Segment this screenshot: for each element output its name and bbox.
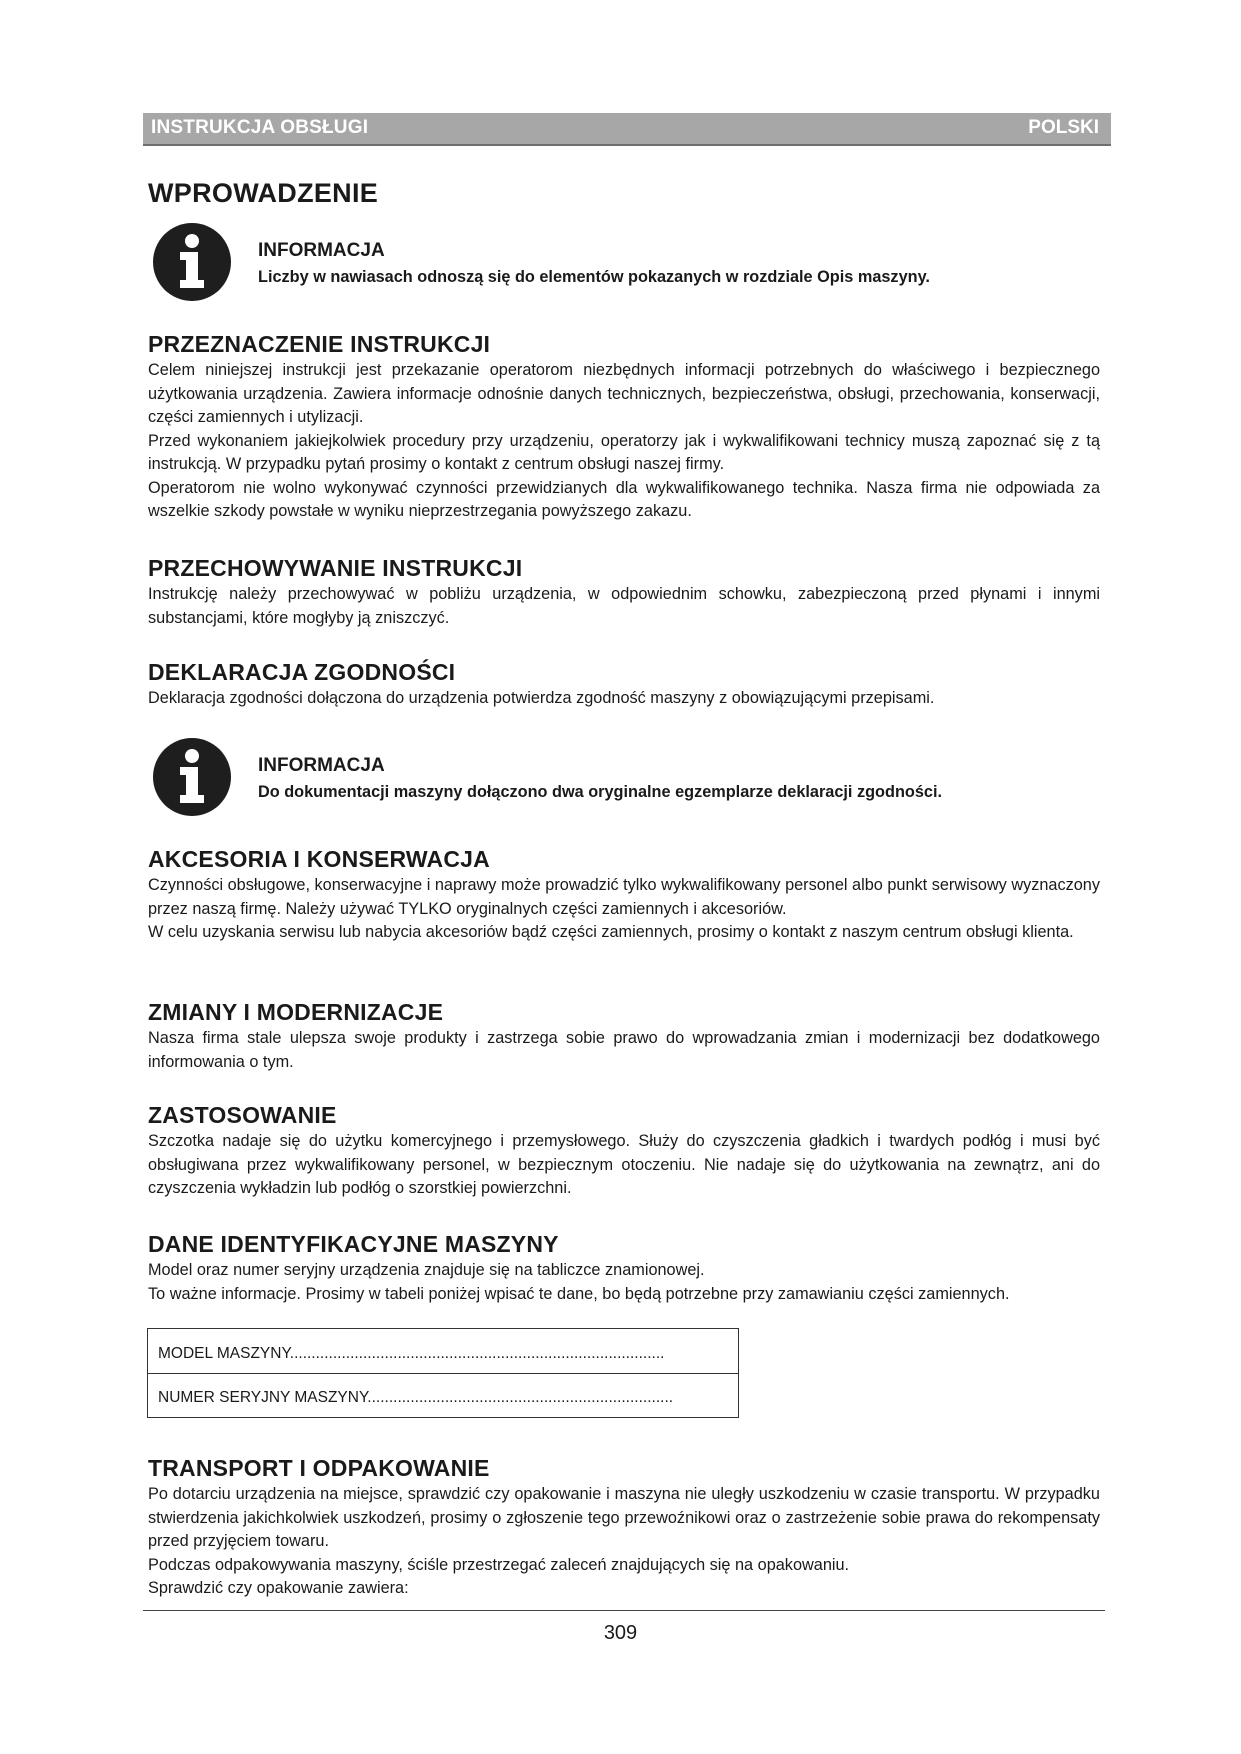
section-transport bbox=[148, 1455, 1100, 1601]
paragraph: Sprawdzić czy opakowanie zawiera: bbox=[148, 1579, 409, 1597]
page-header bbox=[143, 113, 1111, 146]
paragraph: Przed wykonaniem jakiejkolwiek procedury przy urządzeniu, operatorzy jak i wykwalifikowani technicy muszą zapoznać się z tą instrukcją. W przypadku pytań prosimy o kontakt z centrum obsługi naszej firmy. bbox=[148, 431, 1100, 473]
info-icon bbox=[152, 737, 232, 817]
paragraph: W celu uzyskania serwisu lub nabycia akcesoriów bądź części zamiennych, prosimy o kontakt z naszym centrum obsługi klienta. bbox=[148, 923, 1074, 941]
section-identification bbox=[148, 1231, 1100, 1306]
page-number: 309 bbox=[603, 1622, 638, 1644]
section-title: ZASTOSOWANIE bbox=[148, 1102, 337, 1128]
section-usage bbox=[148, 1102, 1100, 1201]
intro-title: WPROWADZENIE bbox=[148, 178, 379, 208]
info-title: INFORMACJA bbox=[258, 755, 385, 776]
info-box-numbers bbox=[152, 222, 1102, 306]
section-storage bbox=[148, 555, 1100, 630]
footer-divider bbox=[143, 1610, 1105, 1611]
section-title: ZMIANY I MODERNIZACJE bbox=[148, 999, 444, 1025]
serial-number-field[interactable]: NUMER SERYJNY MASZYNY....................................................................... bbox=[158, 1389, 674, 1406]
paragraph: Instrukcję należy przechowywać w pobliżu urządzenia, w odpowiednim schowku, zabezpieczoną przed płynami i innymi substancjami, które mogłyby ją zniszczyć. bbox=[148, 585, 1100, 627]
section-title: DEKLARACJA ZGODNOŚCI bbox=[148, 659, 456, 685]
section-changes bbox=[148, 999, 1100, 1074]
model-field[interactable]: MODEL MASZYNY....................................................................................... bbox=[158, 1345, 665, 1362]
section-title: TRANSPORT I ODPAKOWANIE bbox=[148, 1455, 490, 1481]
info-text: Do dokumentacji maszyny dołączono dwa oryginalne egzemplarze deklaracji zgodności. bbox=[258, 783, 942, 801]
paragraph: Celem niniejszej instrukcji jest przekazanie operatorom niezbędnych informacji potrzebnych do właściwego i bezpiecznego użytkowania urządzenia. Zawiera informacje odnośnie danych technicznych, bezpieczeństwa, obsługi, przechowania, konserwacji, części zamiennych i utylizacji. bbox=[148, 361, 1100, 426]
paragraph: Po dotarciu urządzenia na miejsce, sprawdzić czy opakowanie i maszyna nie uległy uszkodzeniu w czasie transportu. W przypadku stwierdzenia jakichkolwiek uszkodzeń, prosimy o zgłoszenie tego przewoźnikowi oraz o zastrzeżenie sobie prawa do rekompensaty przed przyjęciem towaru. bbox=[148, 1485, 1100, 1550]
header-language: POLSKI bbox=[1028, 117, 1099, 138]
info-icon bbox=[152, 222, 232, 302]
section-purpose bbox=[148, 331, 1100, 524]
section-accessories bbox=[148, 846, 1100, 945]
header-title: INSTRUKCJA OBSŁUGI bbox=[151, 117, 369, 138]
section-title: DANE IDENTYFIKACYJNE MASZYNY bbox=[148, 1231, 559, 1257]
table-divider bbox=[148, 1373, 738, 1374]
info-box-declaration bbox=[152, 737, 1102, 821]
section-declaration bbox=[148, 659, 1100, 711]
info-text: Liczby w nawiasach odnoszą się do elementów pokazanych w rozdziale Opis maszyny. bbox=[258, 268, 930, 286]
paragraph: Operatorom nie wolno wykonywać czynności przewidzianych dla wykwalifikowanego technika. Nasza firma nie odpowiada za wszelkie szkody powstałe w wyniku nieprzestrzegania powyższego zakazu. bbox=[148, 478, 1100, 520]
paragraph: Czynności obsługowe, konserwacyjne i naprawy może prowadzić tylko wykwalifikowany personel albo punkt serwisowy wyznaczony przez naszą firmę. Należy używać TYLKO oryginalnych części zamiennych i akcesoriów. bbox=[148, 876, 1100, 918]
section-title: PRZECHOWYWANIE INSTRUKCJI bbox=[148, 555, 523, 581]
paragraph: Szczotka nadaje się do użytku komercyjnego i przemysłowego. Służy do czyszczenia gładkich i twardych podłóg i musi być obsługiwana przez wykwalifikowany personel, w bezpiecznym otoczeniu. Nie nadaje się do użytkowania na zewnątrz, ani do czyszczenia wykładzin lub podłóg o szorstkiej powierzchni. bbox=[148, 1132, 1100, 1197]
paragraph: Podczas odpakowywania maszyny, ściśle przestrzegać zaleceń znajdujących się na opakowaniu. bbox=[148, 1555, 850, 1574]
section-title: PRZEZNACZENIE INSTRUKCJI bbox=[148, 331, 491, 357]
paragraph: Model oraz numer seryjny urządzenia znajduje się na tabliczce znamionowej. bbox=[148, 1261, 705, 1279]
section-title: AKCESORIA I KONSERWACJA bbox=[148, 846, 490, 872]
paragraph: To ważne informacje. Prosimy w tabeli poniżej wpisać te dane, bo będą potrzebne przy zamawianiu części zamiennych. bbox=[148, 1284, 1010, 1303]
info-title: INFORMACJA bbox=[258, 240, 385, 261]
paragraph: Deklaracja zgodności dołączona do urządzenia potwierdza zgodność maszyny z obowiązującymi przepisami. bbox=[148, 689, 935, 707]
paragraph: Nasza firma stale ulepsza swoje produkty i zastrzega sobie prawo do wprowadzania zmian i modernizacji bez dodatkowego informowania o tym. bbox=[148, 1029, 1100, 1071]
identification-table bbox=[147, 1328, 739, 1418]
